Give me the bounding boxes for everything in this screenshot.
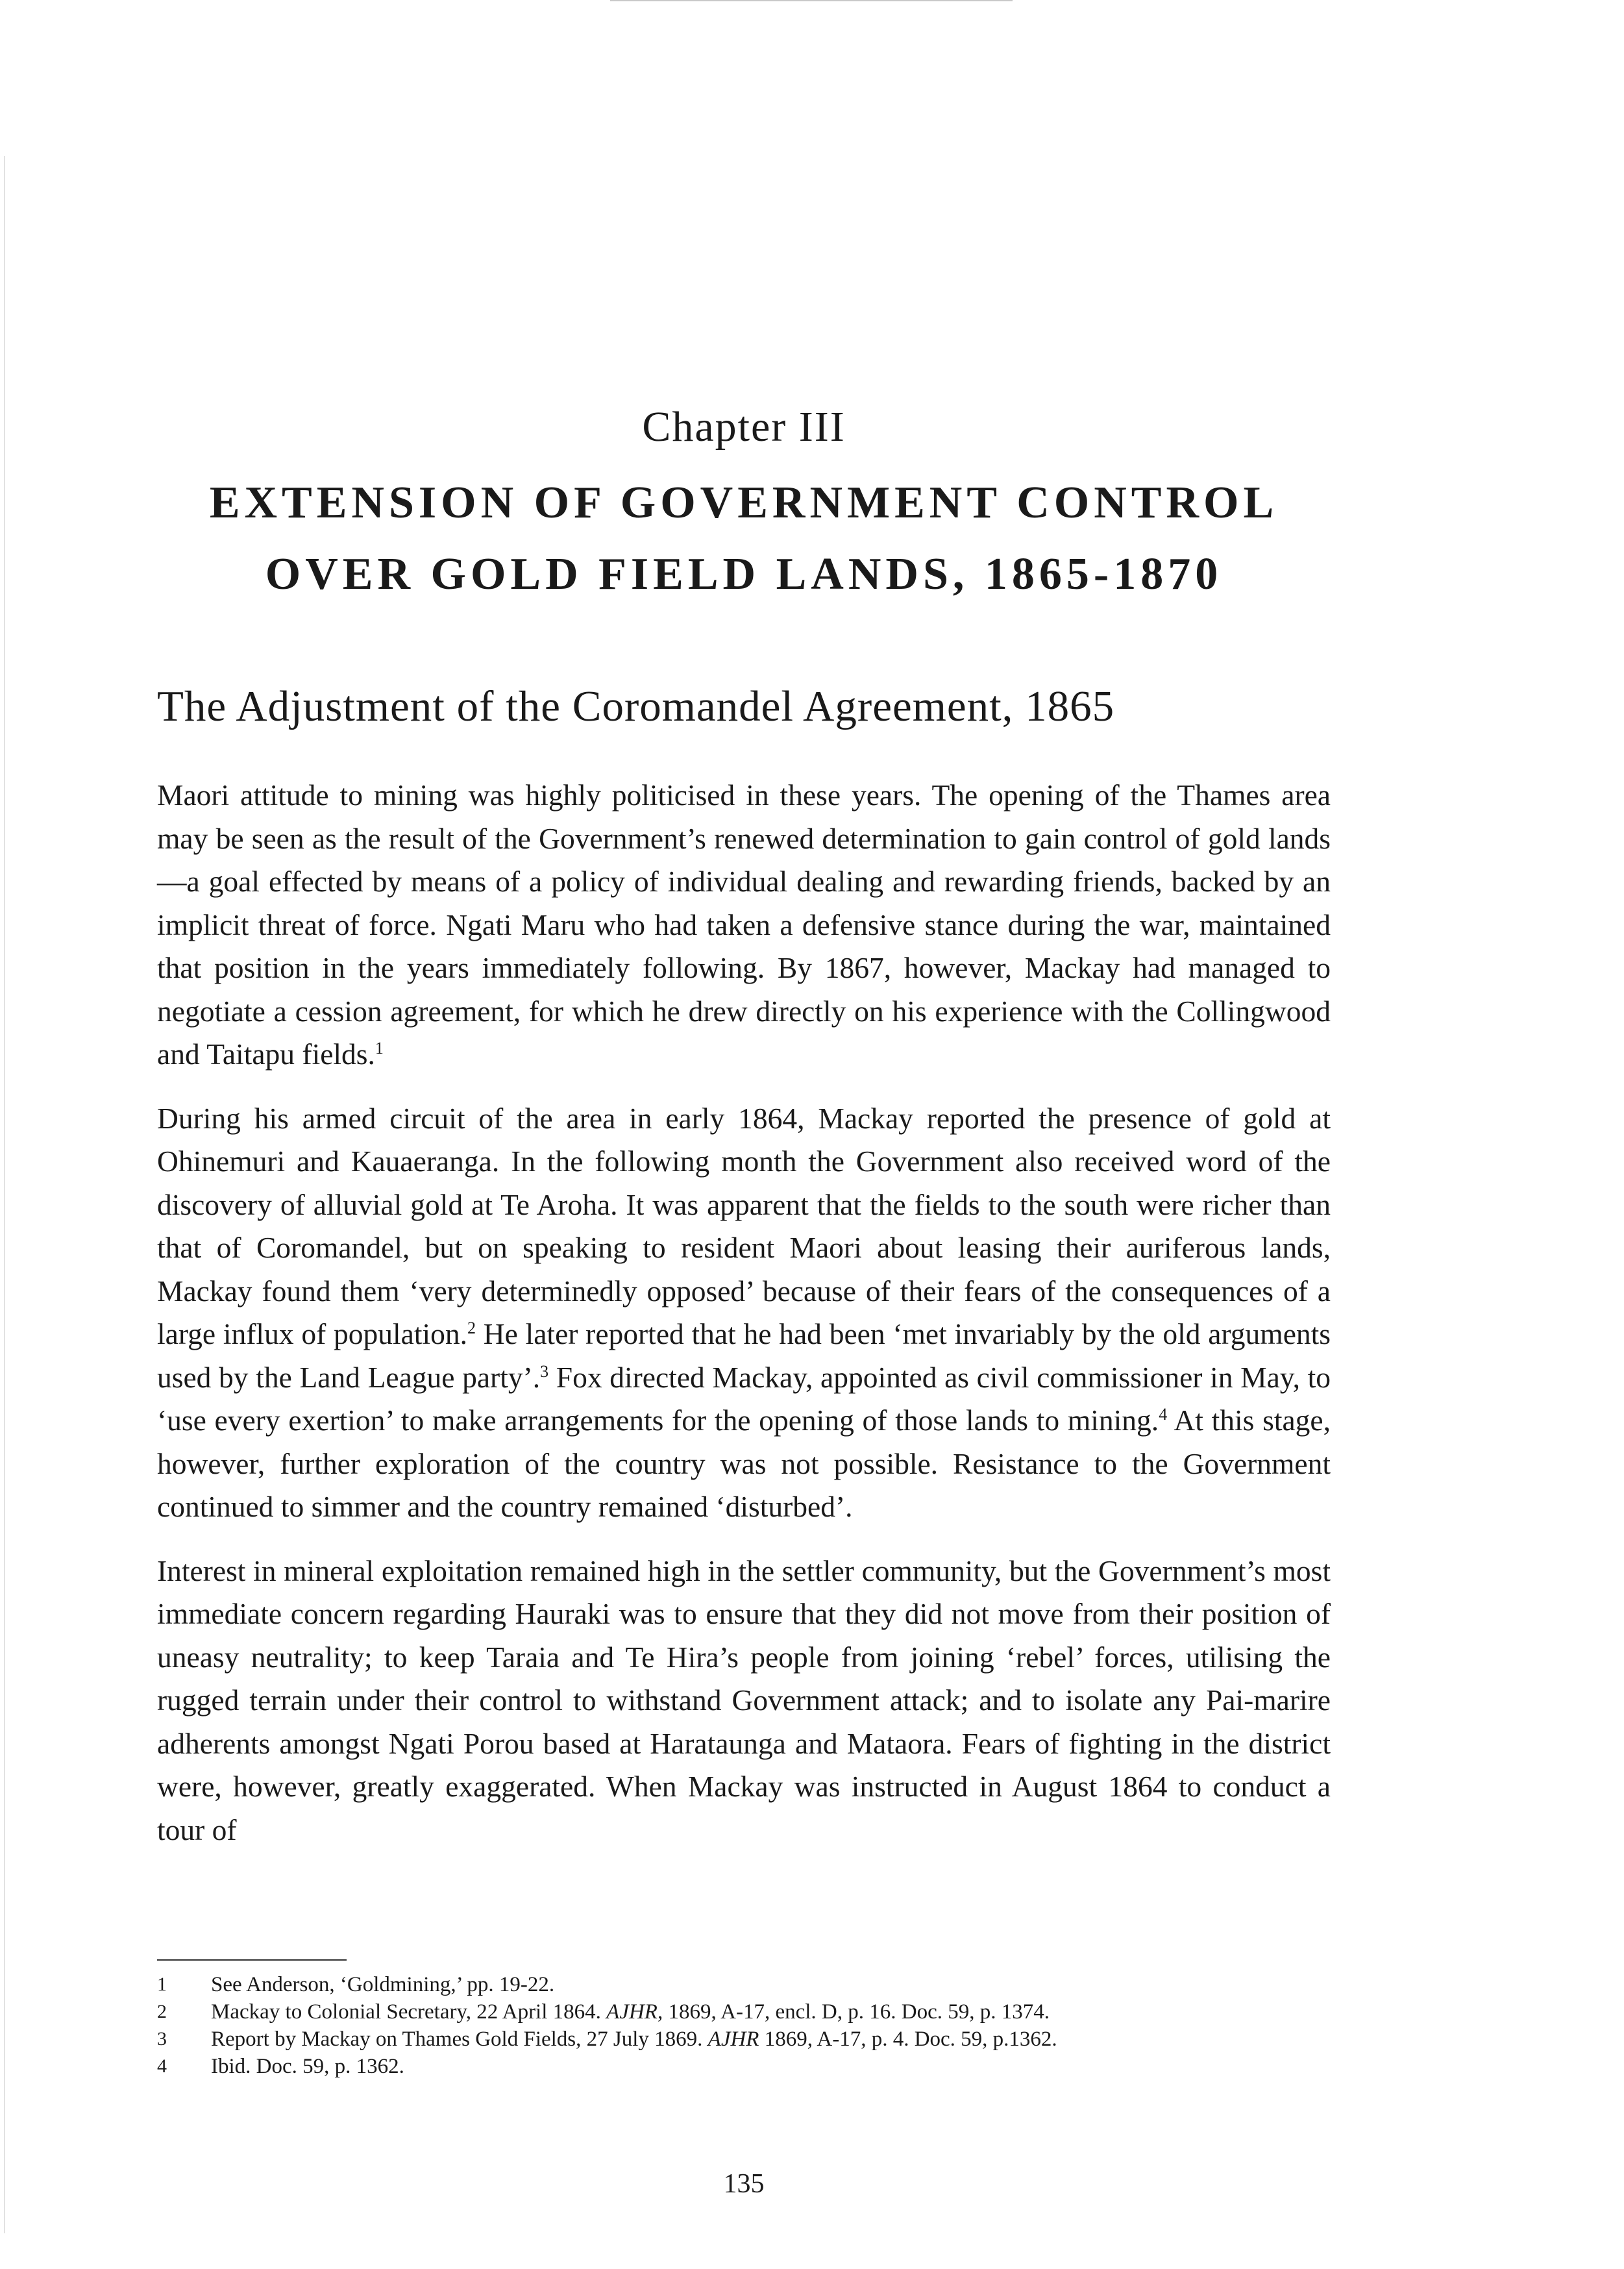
footnote-number: 1: [157, 1974, 167, 1995]
paragraph-text: He later reported that he had been ‘met invariably by the old arguments used by the Land League party’.: [157, 1317, 1331, 1394]
paragraph-text: During his armed circuit of the area in early 1864, Mackay reported the presence of gold at Ohinemuri and Kauaeranga. In the following month the Government also received word of the discovery of alluvial gold at Te Aroha. It was apparent that the fields to the south were richer than that of Coromandel, but on speaking to resident Maori about leasing their auriferous lands, Mackay found them ‘very determinedly opposed’ because of their fears of the consequences of a large influx of population.: [157, 1101, 1331, 1350]
footnote-ref: 2: [467, 1318, 476, 1337]
paragraph-text: Interest in mineral exploitation remained high in the settler community, but the Government’s most immediate concern regarding Hauraki was to ensure that they did not move from their position of uneasy neutrality; to keep Taraia and Te Hira’s people from joining ‘rebel’ forces, utilising the rugged terrain under their control to withstand Government attack; and to isolate any Pai-marire adherents amongst Ngati Porou based at Harataunga and Mataora. Fears of fighting in the district were, however, greatly exaggerated. When Mackay was instructed in August 1864 to conduct a tour of: [157, 1554, 1331, 1846]
footnote-ref: 1: [375, 1038, 384, 1058]
paragraph: [157, 1097, 1331, 1529]
chapter-number: Chapter III: [642, 403, 846, 451]
footnote-text-part: , 1869, A-17, encl. D, p. 16. Doc. 59, p. 1374.: [657, 2000, 1050, 2024]
footnote-text: See Anderson, ‘Goldmining,’ pp. 19-22.: [211, 1973, 555, 1996]
footnote-source-italic: AJHR: [707, 2027, 759, 2051]
footnote-number: 2: [157, 2001, 167, 2022]
chapter-title-line: OVER GOLD FIELD LANDS, 1865-1870: [265, 549, 1223, 599]
footnote: [157, 2026, 1331, 2053]
page-number: 135: [723, 2169, 765, 2199]
footnote-source-italic: AJHR: [606, 2000, 658, 2024]
paragraph-text: At this stage, however, further exploration of the country was not possible. Resistance to the Government continued to simmer and the country remained ‘disturbed’.: [157, 1404, 1331, 1523]
scan-artifact-edge: [4, 156, 5, 2233]
footnote-text-part: 1869, A-17, p. 4. Doc. 59, p.1362.: [759, 2027, 1057, 2051]
paragraph: [157, 774, 1331, 1076]
footnote-text: Ibid. Doc. 59, p. 1362.: [211, 2055, 404, 2078]
footnote-ref: 3: [540, 1361, 549, 1381]
footnote: [157, 2053, 1331, 2080]
paragraph: [157, 1550, 1331, 1852]
footnote-ref: 4: [1159, 1404, 1168, 1424]
footnotes: [157, 1971, 1331, 2080]
footnote-text-part: Mackay to Colonial Secretary, 22 April 1864.: [211, 2000, 607, 2024]
chapter-title-line: EXTENSION OF GOVERNMENT CONTROL: [209, 478, 1279, 528]
footnote-text: [211, 1998, 1331, 2026]
body-text: [157, 774, 1331, 1872]
paragraph-text: Maori attitude to mining was highly politicised in these years. The opening of the Thames area may be seen as the result of the Government’s renewed determination to gain control of gold lands—a goal effected by means of a policy of individual dealing and rewarding friends, backed by an implicit threat of force. Ngati Maru who had taken a defensive stance during the war, maintained that position in the years immediately following. By 1867, however, Mackay had managed to negotiate a cession agreement, for which he drew directly on his experience with the Collingwood and Taitapu fields.: [157, 778, 1331, 1071]
paragraph-text: Fox directed Mackay, appointed as civil commissioner in May, to ‘use every exertion’ to make arrangements for the opening of those lands to mining.: [157, 1360, 1331, 1437]
footnote: [157, 1971, 1331, 1998]
section-heading: The Adjustment of the Coromandel Agreement, 1865: [157, 682, 1115, 730]
footnote-text: [211, 2026, 1331, 2053]
footnote-number: 3: [157, 2028, 167, 2050]
chapter-title: [157, 467, 1331, 610]
footnote-rule: [157, 1959, 347, 1961]
footnote-text-part: Report by Mackay on Thames Gold Fields, 27 July 1869.: [211, 2027, 708, 2051]
footnote-number: 4: [157, 2055, 167, 2077]
footnote: [157, 1998, 1331, 2026]
scan-artifact-top: [610, 0, 1013, 1]
